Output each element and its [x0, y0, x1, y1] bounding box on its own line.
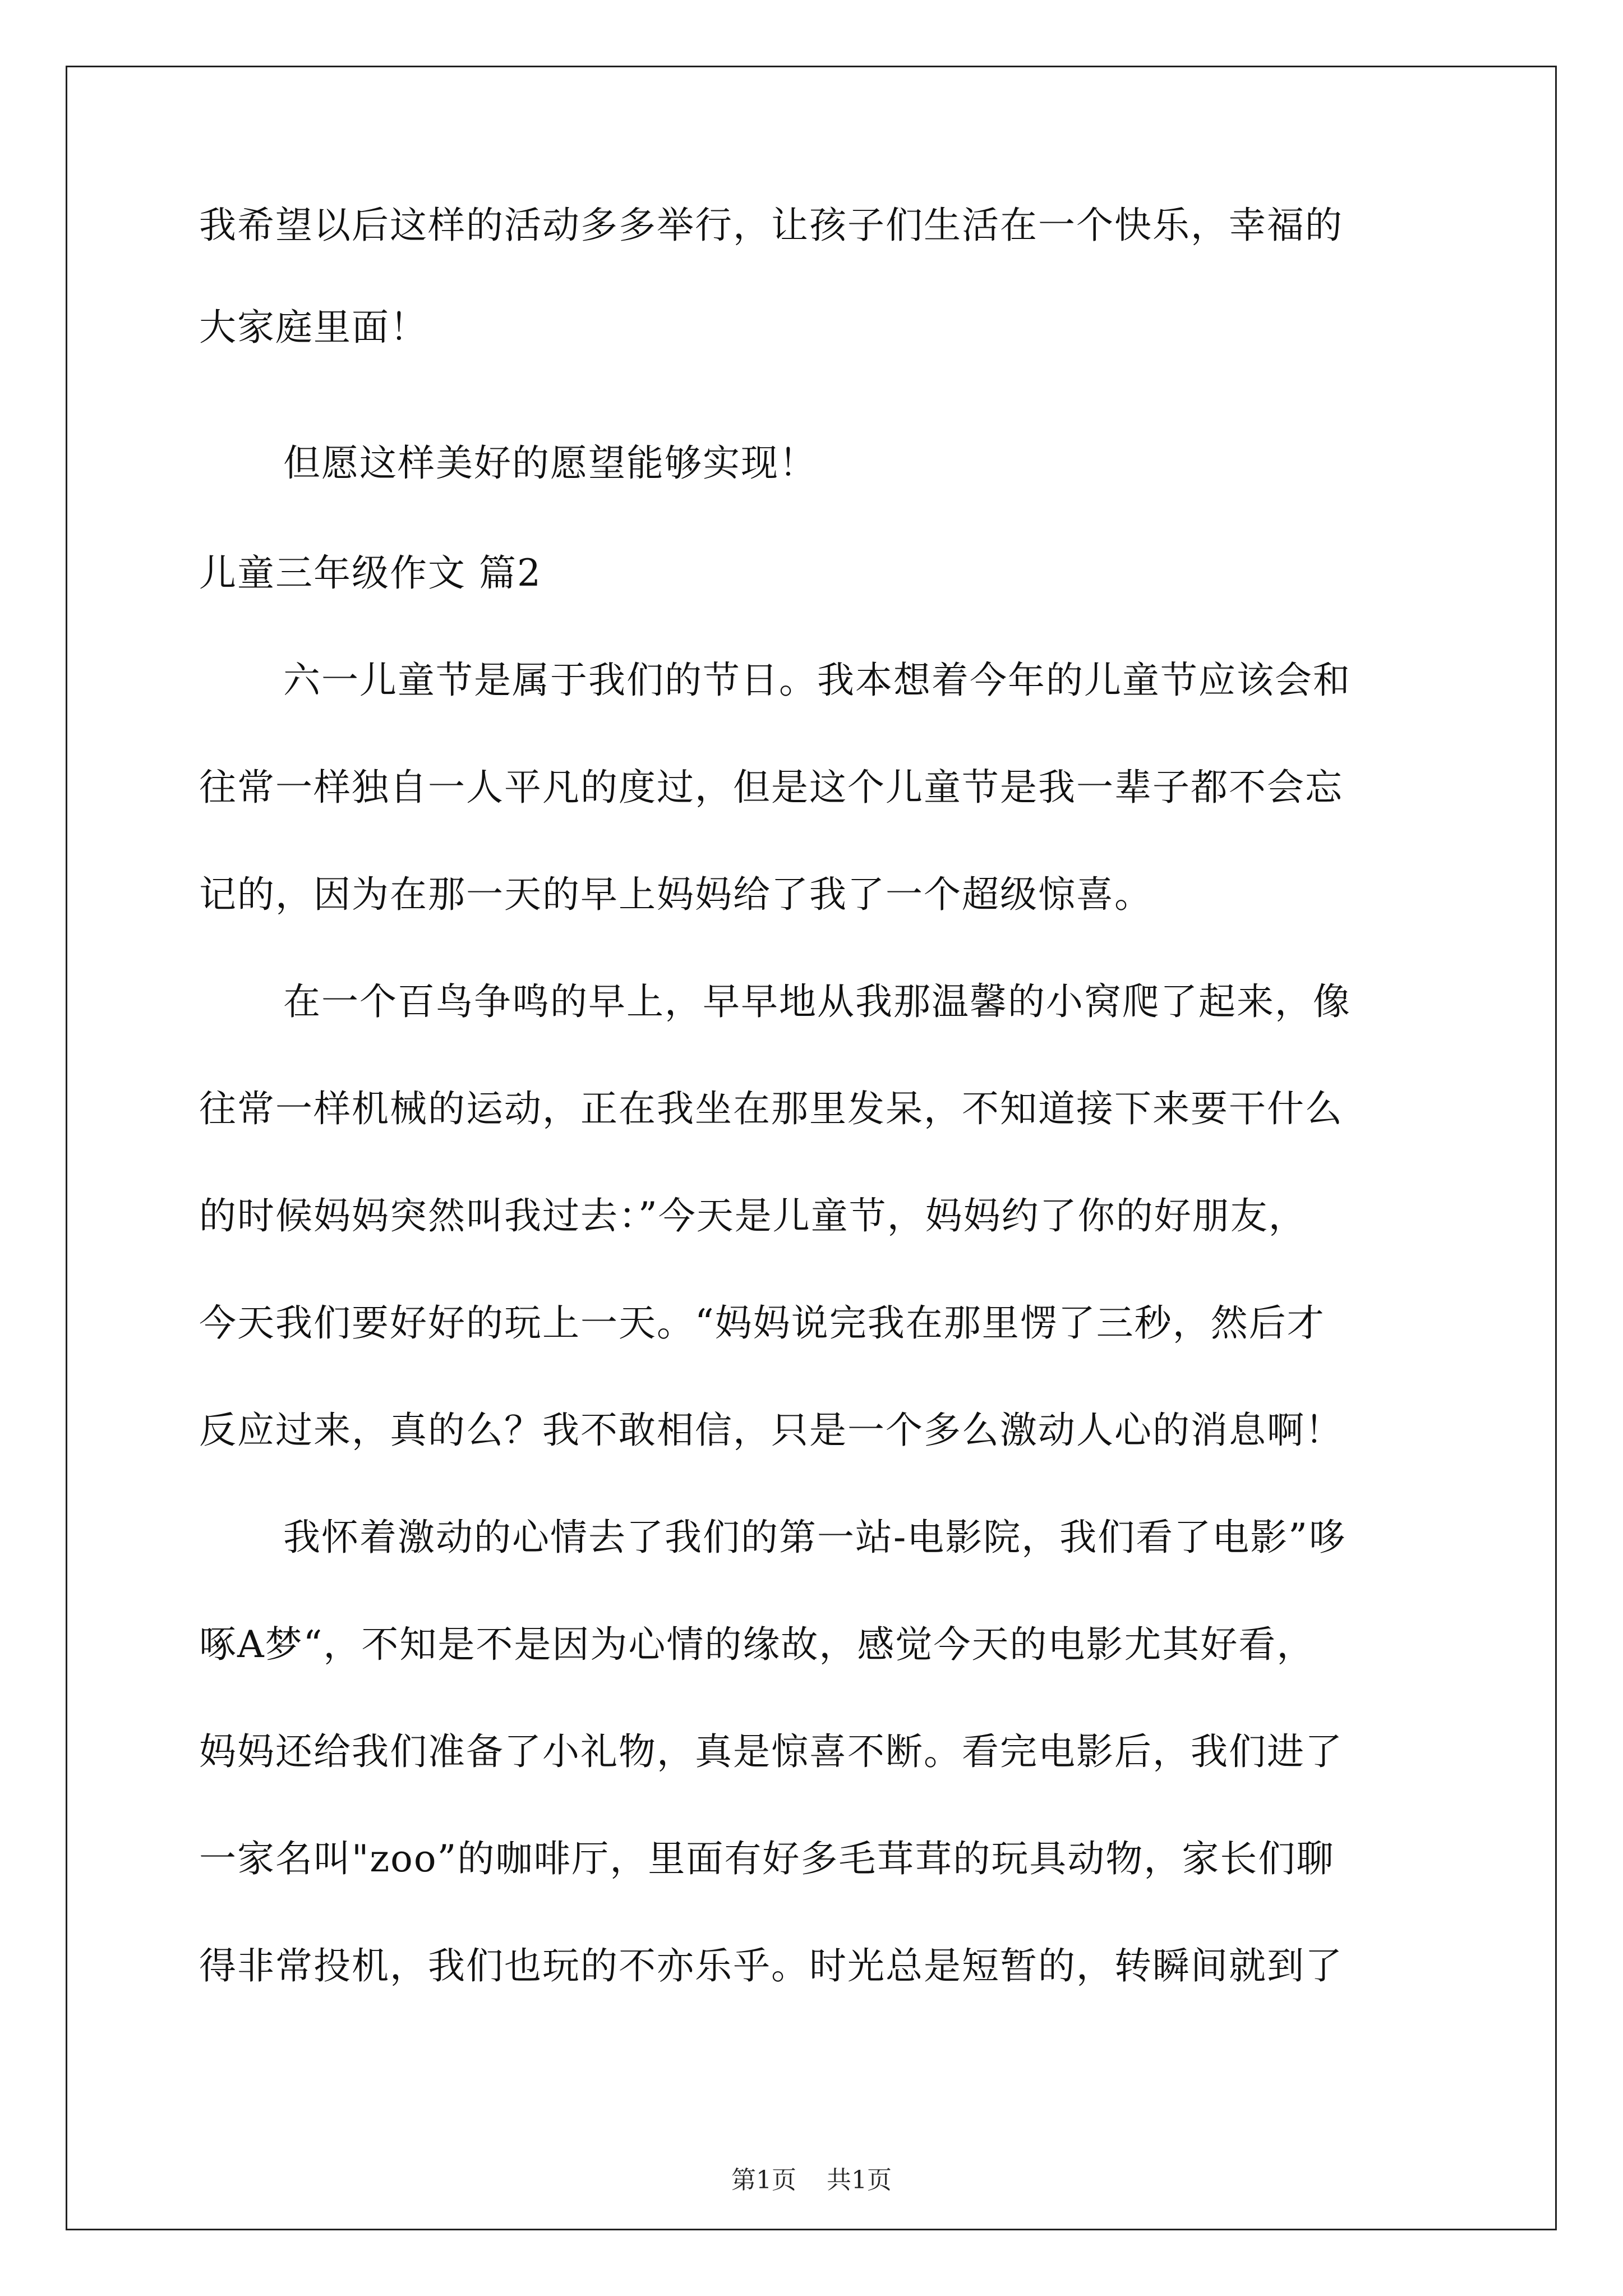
paragraph-line: 今天我们要好好的玩上一天。“妈妈说完我在那里愣了三秒，然后才	[199, 1301, 1325, 1345]
page-footer	[0, 2160, 1623, 2196]
paragraph-line: 六一儿童节是属于我们的节日。我本想着今年的儿童节应该会和	[283, 659, 1351, 702]
paragraph-line: 我希望以后这样的活动多多举行，让孩子们生活在一个快乐，幸福的	[199, 204, 1343, 247]
page-total: 共1页	[827, 2166, 892, 2194]
paragraph-line: 啄A梦“，不知是不是因为心情的缘故，感觉今天的电影尤其好看，	[199, 1623, 1315, 1666]
paragraph-line: 记的，因为在那一天的早上妈妈给了我了一个超级惊喜。	[199, 873, 1152, 916]
paragraph-line: 一家名叫"zoo”的咖啡厅，里面有好多毛茸茸的玩具动物，家长们聊	[199, 1837, 1335, 1880]
paragraph-line: 反应过来，真的么？我不敢相信，只是一个多么激动人心的消息啊！	[199, 1409, 1343, 1452]
paragraph-line: 我怀着激动的心情去了我们的第一站-电影院，我们看了电影”哆	[283, 1516, 1347, 1559]
paragraph-line: 大家庭里面！	[199, 306, 428, 349]
paragraph-line: 往常一样独自一人平凡的度过，但是这个儿童节是我一辈子都不会忘	[199, 766, 1343, 809]
paragraph-line: 得非常投机，我们也玩的不亦乐乎。时光总是短暂的，转瞬间就到了	[199, 1944, 1343, 1987]
section-heading: 儿童三年级作文 篇2	[199, 551, 542, 595]
page-border	[66, 66, 1557, 2230]
paragraph-line: 往常一样机械的运动，正在我坐在那里发呆，不知道接下来要干什么	[199, 1087, 1343, 1130]
paragraph-line: 在一个百鸟争鸣的早上，早早地从我那温馨的小窝爬了起来，像	[283, 980, 1351, 1023]
page-number: 第1页	[731, 2166, 796, 2194]
paragraph-line: 妈妈还给我们准备了小礼物，真是惊喜不断。看完电影后，我们进了	[199, 1730, 1343, 1773]
paragraph-line: 但愿这样美好的愿望能够实现！	[283, 441, 817, 485]
paragraph-line: 的时候妈妈突然叫我过去：”今天是儿童节，妈妈约了你的好朋友，	[199, 1194, 1307, 1237]
